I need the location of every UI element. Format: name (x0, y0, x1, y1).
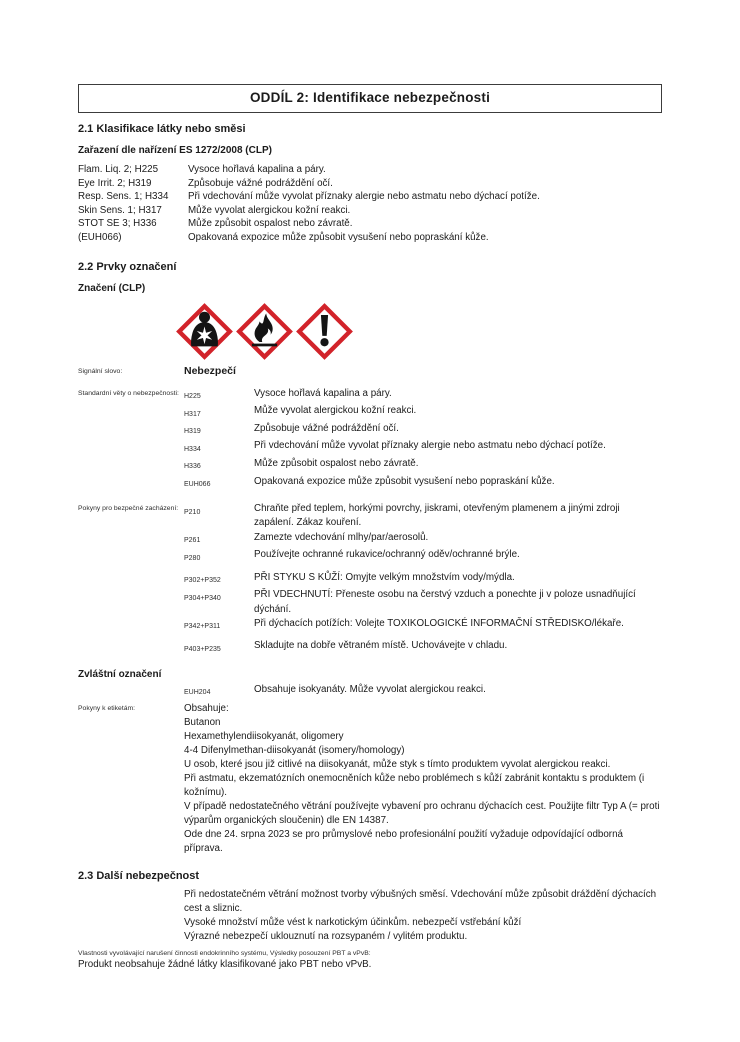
hazard-text: Opakovaná expozice může způsobit vysušení nebo popraskání kůže. (254, 475, 555, 487)
special-labelling-block (78, 683, 662, 701)
precautionary-text: Při dýchacích potížích: Volejte TOXIKOLOGICKÉ INFORMAČNÍ STŘEDISKO/lékaře. (254, 617, 624, 629)
hazard-statement-row (184, 404, 662, 422)
pbt-conclusion: Produkt neobsahuje žádné látky klasifikované jako PBT nebo vPvB. (78, 959, 372, 971)
hazard-statement-row (184, 457, 662, 475)
subheading-clp-labelling: Značení (CLP) (78, 282, 146, 294)
heading-2-3: 2.3 Další nebezpečnost (78, 869, 200, 882)
precautionary-statement-row (184, 588, 662, 616)
hazard-text: Vysoce hořlavá kapalina a páry. (254, 387, 392, 399)
precautionary-statements-list (184, 502, 662, 657)
hazard-statement-row (184, 439, 662, 457)
ghs08-health-hazard-icon (177, 304, 232, 359)
sds-document-page (0, 84, 740, 1042)
label-instruction-line: Při astmatu, ekzematózních onemocněních kůže nebo problémech s kůží zabránit kontaktu s produktem (i kožnímu). (184, 772, 645, 799)
classification-code: Resp. Sens. 1; H334 (78, 191, 169, 203)
hazard-statement-row (184, 475, 662, 493)
classification-text: Způsobuje vážné podráždění očí. (188, 177, 333, 189)
hazard-text: Může vyvolat alergickou kožní reakci. (254, 405, 417, 417)
precautionary-code: P210 (184, 508, 201, 516)
precautionary-statement-row (184, 617, 662, 635)
special-labelling-spacer (78, 683, 184, 701)
classification-code: Flam. Liq. 2; H225 (78, 164, 159, 175)
hazard-statements-label: Standardní věty o nebezpečnosti: (78, 389, 179, 397)
precautionary-code: P261 (184, 536, 201, 544)
hazard-statements-block (78, 387, 662, 493)
classification-text: Při vdechování může vyvolat příznaky alergie nebo astmatu nebo dýchací potíže. (188, 191, 540, 203)
precautionary-text: Skladujte na dobře větraném místě. Uchovávejte v chladu. (254, 640, 508, 652)
subheading-clp-classification: Zařazení dle nařízení ES 1272/2008 (CLP) (78, 145, 272, 156)
hazard-code: H317 (184, 410, 201, 418)
precautionary-text: Používejte ochranné rukavice/ochranný oděv/ochranné brýle. (254, 549, 520, 561)
classification-code: Skin Sens. 1; H317 (78, 204, 162, 216)
label-instruction-line: Obsahuje: (184, 702, 229, 714)
hazard-statements-list (184, 387, 662, 493)
precautionary-text: PŘI STYKU S KŮŽÍ: Omyjte velkým množstvím vody/mýdla. (254, 571, 515, 583)
precautionary-code: P342+P311 (184, 623, 221, 631)
heading-2-1: 2.1 Klasifikace látky nebo směsi (78, 123, 246, 135)
label-instruction-line: Ode dne 24. srpna 2023 se pro průmyslové nebo profesionální použití vyžaduje odpovídající odborná příprava. (184, 829, 623, 855)
classification-row (78, 177, 662, 191)
classification-row (78, 190, 662, 204)
classification-code: Eye Irrit. 2; H319 (78, 177, 152, 189)
precautionary-statement-row (184, 571, 662, 589)
precautionary-code: P403+P235 (184, 645, 221, 653)
precautionary-text: Chraňte před teplem, horkými povrchy, jiskrami, otevřeným plamenem a jinými zdroji zapálení. Zákaz kouření. (254, 503, 620, 529)
precautionary-text: PŘI VDECHNUTÍ: Přeneste osobu na čerstvý vzduch a ponechte ji v poloze usnadňující dýchání. (254, 589, 636, 615)
classification-text: Může způsobit ospalost nebo závratě. (188, 218, 353, 230)
label-instruction-line: Hexamethylendiisokyanát, oligomery (184, 730, 344, 742)
precautionary-text: Zamezte vdechování mlhy/par/aerosolů. (254, 531, 429, 543)
hazard-code: H334 (184, 445, 201, 453)
classification-row (78, 217, 662, 231)
classification-code: STOT SE 3; H336 (78, 218, 157, 230)
hazard-statement-row (184, 422, 662, 440)
label-instruction-line: U osob, které jsou již citlivé na diisokyanát, může styk s tímto produktem vyvolat alergickou reakci. (184, 758, 611, 770)
section-title-box (78, 84, 662, 113)
endocrine-pbt-footnote: Vlastnosti vyvolávající narušení činnosti endokrinního systému, Výsledky posouzení PBT a vPvB: (78, 950, 371, 958)
precautionary-statement-row (184, 502, 662, 530)
label-instruction-line: 4-4 Difenylmethan-diisokyanát (isomery/homology) (184, 744, 405, 756)
precautionary-statements-label: Pokyny pro bezpečné zacházení: (78, 505, 179, 513)
label-instructions-label: Pokyny k etiketám: (78, 704, 136, 712)
classification-row (78, 231, 662, 245)
hazard-text: Při vdechování může vyvolat příznaky alergie nebo astmatu nebo dýchací potíže. (254, 440, 606, 452)
ghs-pictogram-row (177, 304, 662, 359)
precautionary-code: P280 (184, 554, 201, 562)
other-hazards-paragraph: Při nedostatečném větrání možnost tvorby výbušných směsí. Vdechování může způsobit dráždění dýchacích cest a sliznic. (184, 888, 657, 914)
precautionary-code: P304+P340 (184, 594, 221, 602)
classification-row (78, 204, 662, 218)
other-hazards-paragraph: Vysoké množství může vést k narkotickým účinkům. nebezpečí vstřebání kůží (184, 916, 522, 928)
special-statement-row (184, 683, 662, 701)
document-content (78, 123, 662, 970)
precautionary-statements-block (78, 502, 662, 657)
classification-row (78, 163, 662, 177)
hazard-code: H336 (184, 463, 201, 471)
label-instructions-lines (184, 702, 662, 857)
ghs02-flame-icon (237, 304, 292, 359)
section-title: ODDÍL 2: Identifikace nebezpečnosti (249, 90, 491, 105)
classification-code: (EUH066) (78, 231, 122, 243)
ghs07-exclamation-icon (297, 304, 352, 359)
signal-word-row (78, 365, 662, 377)
other-hazards-paragraph: Výrazné nebezpečí uklouznutí na rozsypaném / vylitém produktu. (184, 931, 468, 943)
label-instructions-block (78, 702, 662, 857)
heading-2-2: 2.2 Prvky označení (78, 260, 177, 273)
hazard-text: Způsobuje vážné podráždění očí. (254, 422, 399, 434)
precautionary-code: P302+P352 (184, 577, 221, 585)
classification-text: Vysoce hořlavá kapalina a páry. (188, 164, 326, 175)
precautionary-statement-row (184, 531, 662, 549)
signal-word-label: Signální slovo: (78, 367, 123, 375)
special-text: Obsahuje isokyanáty. Může vyvolat alergickou reakci. (254, 683, 486, 695)
label-instruction-line: V případě nedostatečného větrání používejte vybavení pro ochranu dýchacích cest. Použijte filtr Typ A (= proti výparům organických sloučenin) dle EN 14387. (184, 801, 660, 827)
classification-text: Může vyvolat alergickou kožní reakci. (188, 204, 351, 216)
hazard-code: EUH066 (184, 480, 211, 488)
hazard-code: H319 (184, 428, 201, 436)
special-code: EUH204 (184, 689, 211, 697)
hazard-text: Může způsobit ospalost nebo závratě. (254, 457, 419, 469)
precautionary-statement-row (184, 639, 662, 657)
signal-word-value: Nebezpečí (184, 364, 236, 377)
label-instruction-line: Butanon (184, 716, 221, 728)
hazard-statement-row (184, 387, 662, 405)
precautionary-statement-row (184, 548, 662, 566)
classification-text: Opakovaná expozice může způsobit vysušení nebo popraskání kůže. (188, 231, 489, 243)
special-labelling-heading: Zvláštní označení (78, 668, 162, 680)
hazard-code: H225 (184, 392, 201, 400)
classification-list (78, 163, 662, 245)
